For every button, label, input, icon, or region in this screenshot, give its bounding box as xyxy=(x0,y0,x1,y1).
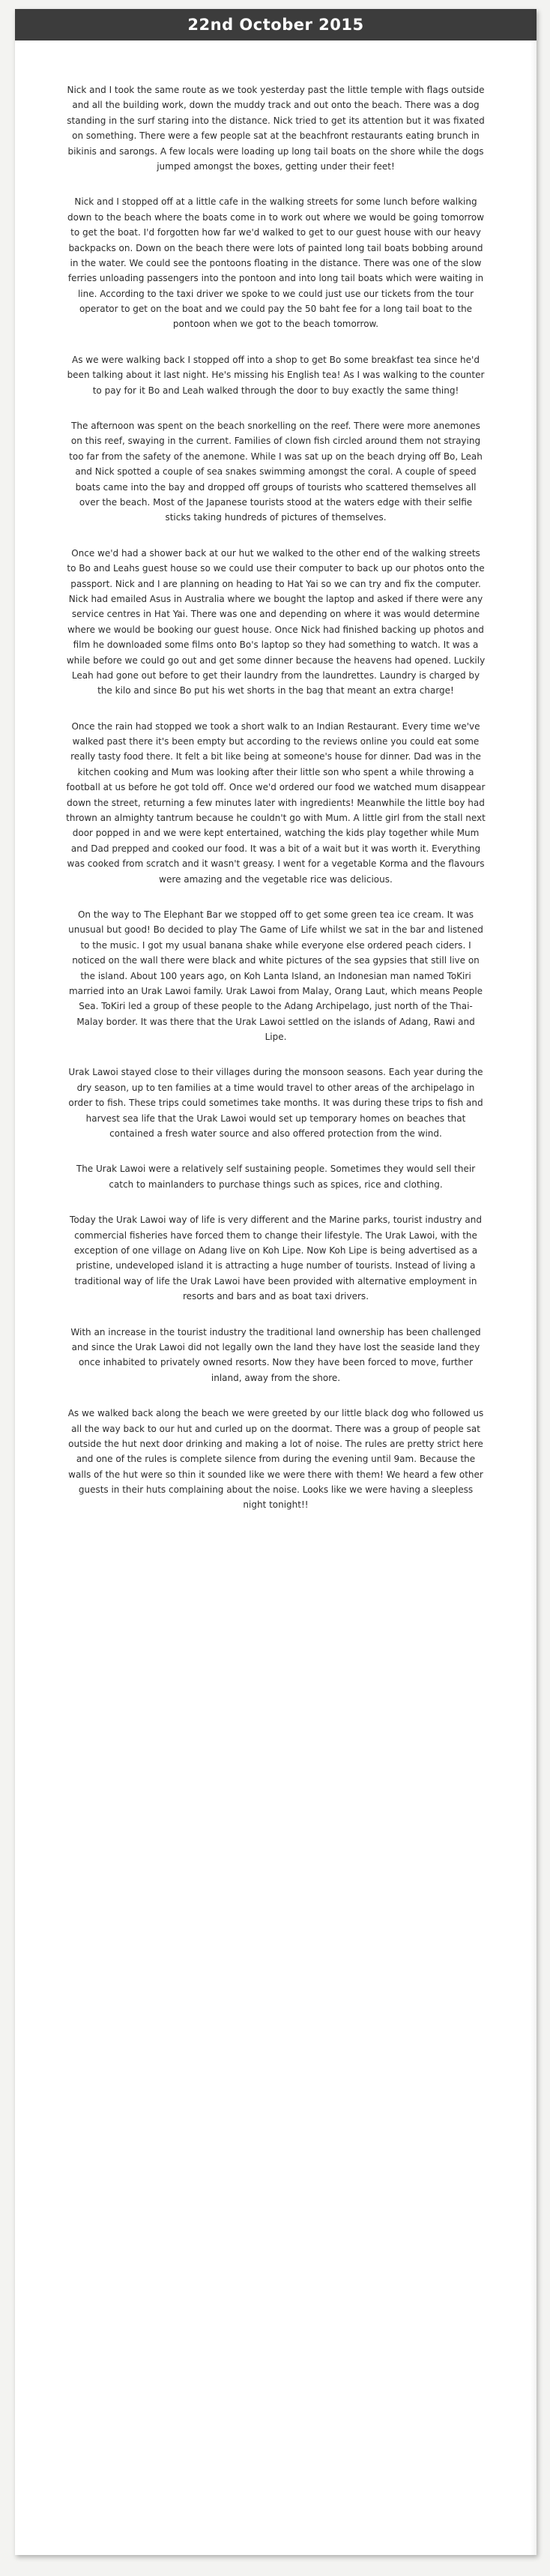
paragraph-12: As we walked back along the beach we were greeted by our little black dog who followed us all the way back to our hut and curled up on the doormat. There was a group of people sat outside the hut next door drinking and making a lot of noise. The rules are pretty strict here and one of the rules is complete silence from during the evening until 9am. Because the walls of the hut were so thin it sounded like we were there with them! We heard a few other guests in their huts complaining about the noise. Looks like we were having a sleepless night tonight!! xyxy=(67,1408,484,1511)
paragraph-4: The afternoon was spent on the beach snorkelling on the reef. There were more anemones on this reef, swaying in the current. Families of clown fish circled around them not straying too far from the safety of the anemone. While I was sat up on the beach drying off Bo, Leah and Nick spotted a couple of sea snakes swimming amongst the coral. A couple of speed boats came into the bay and dropped off groups of tourists who scattered themselves all over the beach. Most of the Japanese tourists stood at the waters edge with their selfie sticks taking hundreds of pictures of themselves. xyxy=(69,421,483,523)
entry-date: 22nd October 2015 xyxy=(187,16,364,34)
paragraph-6: Once the rain had stopped we took a short walk to an Indian Restaurant. Every time we've walked past there it's been empty but according to the reviews online you could eat some really tasty food there. It felt a bit like being at someone's house for dinner. Dad was in the kitchen cooking and Mum was looking after their little son who spent a while throwing a football at us before he got told off. Once we'd ordered our food we watched mum disappear down the street, returning a few minutes later with ingredients! Meanwhile the little boy had thrown an almighty tantrum because he couldn't go with Mum. A little girl from the stall next door popped in and we were kept entertained, watching the kids play together while Mum and Dad prepped and cooked our food. It was a bit of a wait but it was worth it. Everything was cooked from scratch and it wasn't greasy. I went for a vegetable Korma and the flavours were amazing and the vegetable rice was delicious. xyxy=(66,720,486,885)
paragraph-8: Urak Lawoi stayed close to their villages during the monsoon seasons. Each year during the dry season, up to ten families at a time would travel to other areas of the archipelago in order to fish. These trips could sometimes take months. It was during these trips to fish and harvest sea life that the Urak Lawoi would set up temporary homes on beaches that contained a fresh water source and also offered protection from the wind. xyxy=(68,1067,483,1140)
paragraph-1: Nick and I took the same route as we took yesterday past the little temple with flags outside and all the building work, down the muddy track and out onto the beach. There was a dog standing in the surf staring into the distance. Nick tried to get its attention but it was fixated on something. There were a few people sat at the beachfront restaurants eating brunch in bikinis and sarongs. A few locals were loading up long tail boats on the shore while the dogs jumped amongst the boxes, getting under their feet! xyxy=(67,85,485,172)
paragraph-9: The Urak Lawoi were a relatively self sustaining people. Sometimes they would sell their catch to mainlanders to purchase things such as spices, rice and clothing. xyxy=(76,1164,476,1190)
page-edge-shadow xyxy=(531,9,537,2555)
paragraph-3: As we were walking back I stopped off into a shop to get Bo some breakfast tea since he'd been talking about it last night. He's missing his English tea! As I was walking to the counter to pay for it Bo and Leah walked through the door to buy exactly the same thing! xyxy=(67,354,485,396)
paragraph-10: Today the Urak Lawoi way of life is very different and the Marine parks, tourist industry and commercial fisheries have forced them to change their lifestyle. The Urak Lawoi, with the exception of one village on Adang live on Koh Lipe. Now Koh Lipe is being advertised as a pristine, undeveloped island it is attracting a huge number of tourists. Instead of living a traditional way of life the Urak Lawoi have been provided with alternative employment in resorts and bars and as boat taxi drivers. xyxy=(70,1215,482,1302)
paragraph-2: Nick and I stopped off at a little cafe in the walking streets for some lunch before walking down to the beach where the boats come in to work out where we would be going tomorrow to get the boat. I'd forgotten how far we'd walked to get to our guest house with our heavy backpacks on. Down on the beach there were lots of painted long tail boats bobbing around in the water. We could see the pontoons floating in the distance. There was one of the slow ferries unloading passengers into the pontoon and into long tail boats which were waiting in line. According to the taxi driver we spoke to we could just use our tickets from the tour operator to get on the boat and we could pay the 50 baht fee for a long tail boat to the pontoon when we got to the beach tomorrow. xyxy=(67,196,484,330)
paragraph-7: On the way to The Elephant Bar we stopped off to get some green tea ice cream. It was unusual but good! Bo decided to play The Game of Life whilst we sat in the bar and listened to the music. I got my usual banana shake while everyone else ordered peach ciders. I noticed on the wall there were black and white pictures of the sea gypsies that still live on the island. About 100 years ago, on Koh Lanta Island, an Indonesian man named ToKiri married into an Urak Lawoi family. Urak Lawoi from Malay, Orang Laut, which means People Sea. ToKiri led a group of these people to the Adang Archipelago, just north of the Thai-Malay border. It was there that the Urak Lawoi settled on the islands of Adang, Rawi and Lipe. xyxy=(68,909,483,1043)
paragraph-11: With an increase in the tourist industry the traditional land ownership has been challenged and since the Urak Lawoi did not legally own the land they have lost the seaside land they once inhabited to privately owned resorts. Now they have been forced to move, further inland, away from the shore. xyxy=(70,1326,481,1383)
journal-page xyxy=(15,9,537,2555)
paragraph-5: Once we'd had a shower back at our hut we walked to the other end of the walking streets to Bo and Leahs guest house so we could use their computer to back up our photos onto the passport. Nick and I are planning on heading to Hat Yai so we can try and fix the computer. Nick had emailed Asus in Australia where we bought the laptop and asked if there were any service centres in Hat Yai. There was one and depending on where it was would determine where we would be booking our guest house. Once Nick had finished backing up photos and film he downloaded some films onto Bo's laptop so they had something to watch. It was a while before we could go out and get some dinner because the heavens had opened. Luckily Leah had gone out before to get their laundry from the laundrettes. Laundry is charged by the kilo and since Bo put his wet shorts in the bag that meant an extra charge! xyxy=(66,547,486,696)
date-banner xyxy=(15,9,537,40)
journal-text xyxy=(15,40,537,1548)
